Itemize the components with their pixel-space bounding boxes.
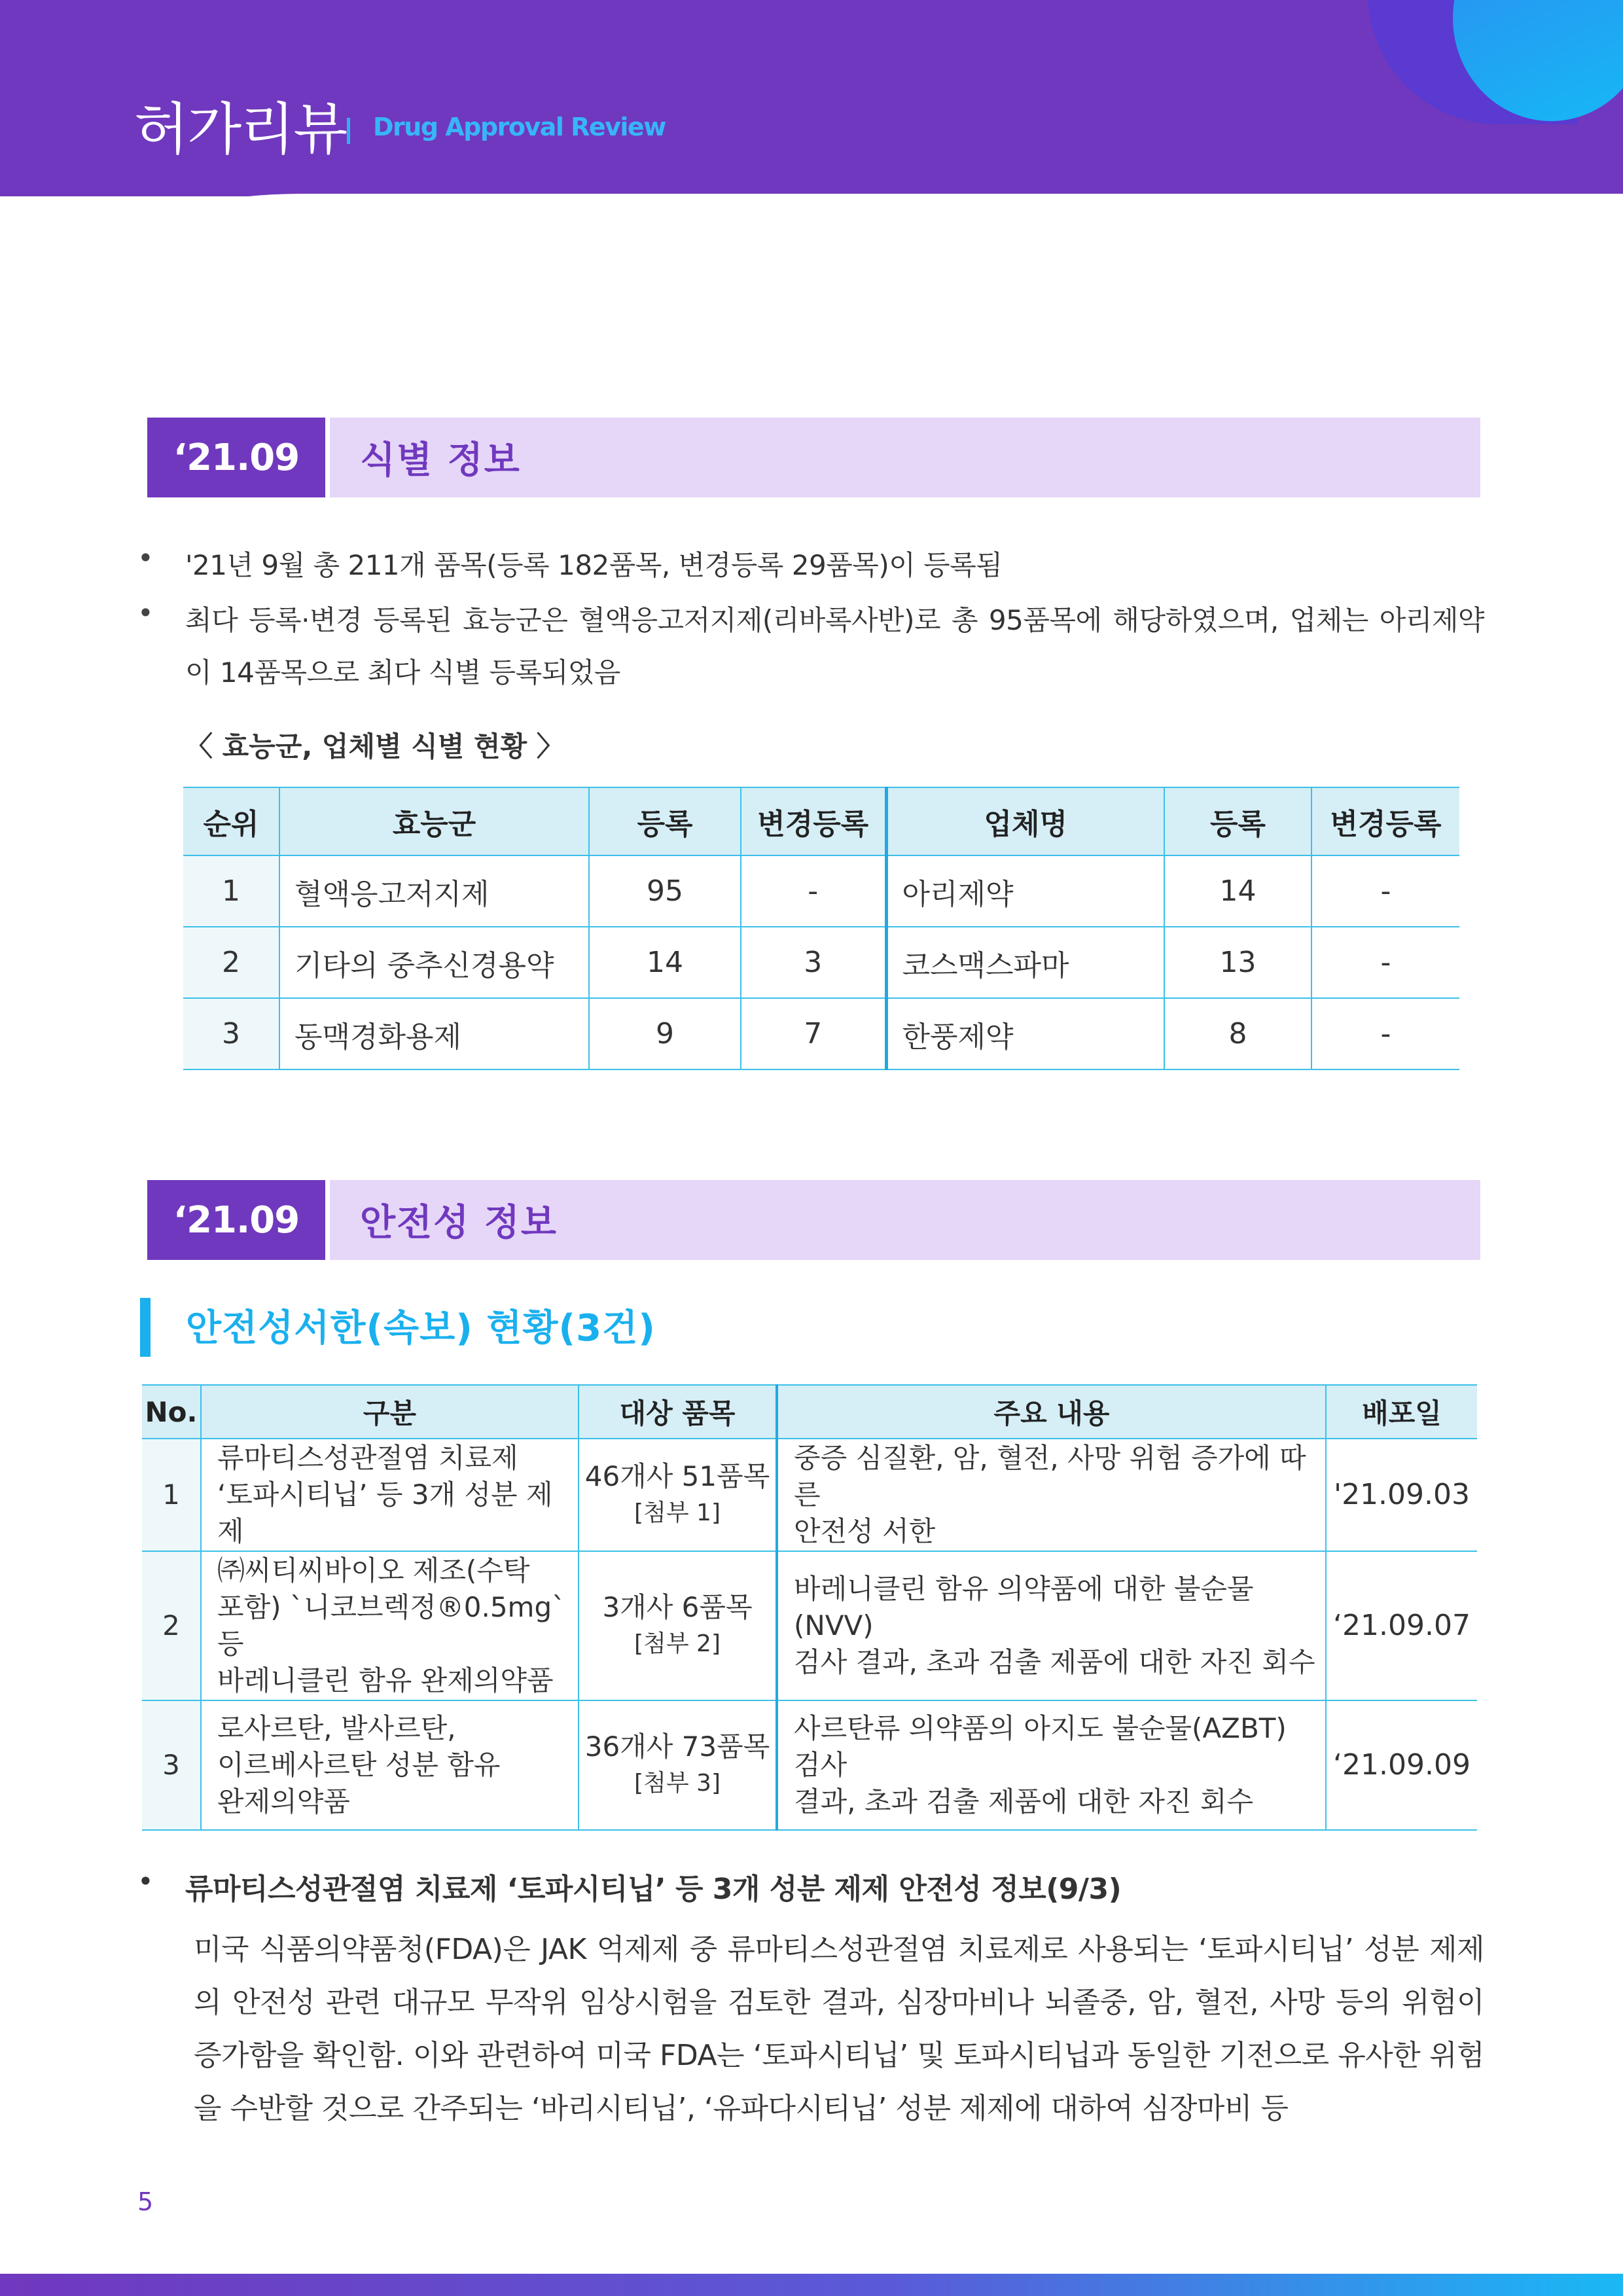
category-line: 포함) `니코브렉정®0.5mg` 등 — [217, 1591, 566, 1660]
content-line: 안전성 서한 — [794, 1515, 936, 1547]
section2-subtitle: 안전성서한(속보) 현황(3건) — [186, 1307, 656, 1350]
section1-date-tag: ‘21.09 — [147, 418, 325, 497]
count-cell: - — [1311, 998, 1459, 1069]
category-cell — [201, 1439, 579, 1551]
attachment-ref: [첨부 3] — [634, 1770, 721, 1797]
safety-info-heading: 류마티스성관절염 치료제 ‘토파시티닙’ 등 3개 성분 제제 안전성 정보(9/3) — [185, 1873, 1122, 1906]
column-header: 효능군 — [279, 787, 589, 855]
attachment-ref: [첨부 2] — [634, 1630, 721, 1657]
attachment-ref: [첨부 1] — [634, 1499, 721, 1526]
column-header: 등록 — [589, 787, 741, 855]
section1-bullet-2: 최다 등록·변경 등록된 효능군은 혈액응고저지제(리바록사반)로 총 95품목에 해당하였으며, 업체는 아리제약이 14품목으로 최다 식별 등록되었음 — [185, 604, 1484, 689]
table-row — [142, 1551, 1477, 1700]
safety-info-paragraph: 미국 식품의약품청(FDA)은 JAK 억제제 중 류마티스성관절염 치료제로 사용되는 ‘토파시티닙’ 성분 제제의 안전성 관련 대규모 무작위 임상시험을 검토한 결과, 심장마비나 뇌졸중, 암, 혈전, 사망 등의 위험이 증가함을 확인함. 이와 관련하여 미국 FDA는 ‘토파시티닙’ 및 토파시티닙과 동일한 기전으로 유사한 위험을 수반할 것으로 간주되는 ‘바리시티닙’, ‘유파다시티닙’ 성분 제제에 대하여 심장마비 등 — [194, 1933, 1484, 2125]
category-line: ㈜씨티씨바이오 제조(수탁 — [217, 1554, 530, 1587]
page-number: 5 — [137, 2187, 154, 2216]
table-row — [183, 998, 1459, 1069]
category-cell: 혈액응고저지제 — [279, 855, 589, 927]
category-cell — [201, 1700, 579, 1830]
category-line: 완제의약품 — [217, 1785, 350, 1818]
category-line: 이르베사르탄 성분 함유 — [217, 1749, 501, 1781]
content-line: 중증 심질환, 암, 혈전, 사망 위험 증가에 따른 — [794, 1442, 1306, 1511]
section1-title: 식별 정보 — [330, 418, 1480, 497]
date-cell: ‘21.09.07 — [1326, 1551, 1477, 1700]
column-header: 대상 품목 — [579, 1385, 777, 1439]
category-line: 바레니클린 함유 완제의약품 — [217, 1664, 554, 1696]
count-cell: 7 — [741, 998, 886, 1069]
rank-cell: 3 — [183, 998, 279, 1069]
table-row — [183, 927, 1459, 998]
subtitle-accent-bar — [140, 1298, 151, 1357]
category-line: ‘토파시티닙’ 등 3개 성분 제제 — [217, 1479, 553, 1547]
target-products: 46개사 51품목 — [584, 1460, 770, 1492]
row-number: 2 — [142, 1551, 201, 1700]
column-header: 배포일 — [1326, 1385, 1477, 1439]
column-header: 업체명 — [886, 787, 1164, 855]
content-line: 바레니클린 함유 의약품에 대한 불순물(NVV) — [794, 1573, 1254, 1641]
column-header: 등록 — [1164, 787, 1311, 855]
rank-cell: 2 — [183, 927, 279, 998]
section1-bullet-1: '21년 9월 총 211개 품목(등록 182품목, 변경등록 29품목)이 등록됨 — [185, 549, 1003, 581]
column-header: 변경등록 — [741, 787, 886, 855]
header-title: 허가리뷰 — [134, 97, 347, 162]
header-separator — [347, 118, 350, 144]
content-line: 결과, 초과 검출 제품에 대한 자진 회수 — [794, 1785, 1254, 1818]
count-cell: - — [1311, 855, 1459, 927]
target-cell — [579, 1700, 777, 1830]
category-line: 로사르탄, 발사르탄, — [217, 1712, 456, 1744]
date-cell: ‘21.09.09 — [1326, 1700, 1477, 1830]
safety-letter-table — [142, 1384, 1477, 1831]
bullet: • — [137, 542, 154, 574]
target-cell — [579, 1439, 777, 1551]
count-cell: 9 — [589, 998, 741, 1069]
header-subtitle: Drug Approval Review — [373, 113, 666, 141]
footer-gradient-bar — [0, 2274, 1623, 2296]
count-cell: 3 — [741, 927, 886, 998]
bullet: • — [137, 597, 154, 629]
category-cell: 기타의 중추신경용약 — [279, 927, 589, 998]
company-cell: 코스맥스파마 — [886, 927, 1164, 998]
count-cell: 14 — [1164, 855, 1311, 927]
table-row — [142, 1700, 1477, 1830]
rank-cell: 1 — [183, 855, 279, 927]
table-row — [142, 1439, 1477, 1551]
column-header: 구분 — [201, 1385, 579, 1439]
table-row — [183, 855, 1459, 927]
content-line: 검사 결과, 초과 검출 제품에 대한 자진 회수 — [794, 1646, 1315, 1678]
target-cell — [579, 1551, 777, 1700]
row-number: 1 — [142, 1439, 201, 1551]
section2-title: 안전성 정보 — [330, 1180, 1480, 1260]
table-header-row — [183, 787, 1459, 855]
column-header: 순위 — [183, 787, 279, 855]
content-cell — [777, 1700, 1326, 1830]
company-cell: 아리제약 — [886, 855, 1164, 927]
category-cell — [201, 1551, 579, 1700]
company-cell: 한풍제약 — [886, 998, 1164, 1069]
column-header: No. — [142, 1385, 201, 1439]
date-cell: '21.09.03 — [1326, 1439, 1477, 1551]
table-caption: 〈 효능군, 업체별 식별 현황 〉 — [185, 730, 564, 762]
category-cell: 동맥경화용제 — [279, 998, 589, 1069]
count-cell: 14 — [589, 927, 741, 998]
identification-table — [183, 787, 1459, 1070]
category-line: 류마티스성관절염 치료제 — [217, 1442, 518, 1474]
content-line: 사르탄류 의약품의 아지도 불순물(AZBT) 검사 — [794, 1712, 1287, 1781]
target-products: 36개사 73품목 — [584, 1731, 770, 1763]
content-cell — [777, 1439, 1326, 1551]
count-cell: 95 — [589, 855, 741, 927]
column-header: 변경등록 — [1311, 787, 1459, 855]
row-number: 3 — [142, 1700, 201, 1830]
section2-date-tag: ‘21.09 — [147, 1180, 325, 1260]
content-cell — [777, 1551, 1326, 1700]
count-cell: 13 — [1164, 927, 1311, 998]
column-header: 주요 내용 — [777, 1385, 1326, 1439]
table-header-row — [142, 1385, 1477, 1439]
count-cell: - — [1311, 927, 1459, 998]
count-cell: - — [741, 855, 886, 927]
target-products: 3개사 6품목 — [602, 1591, 753, 1623]
count-cell: 8 — [1164, 998, 1311, 1069]
bullet: • — [137, 1865, 154, 1897]
